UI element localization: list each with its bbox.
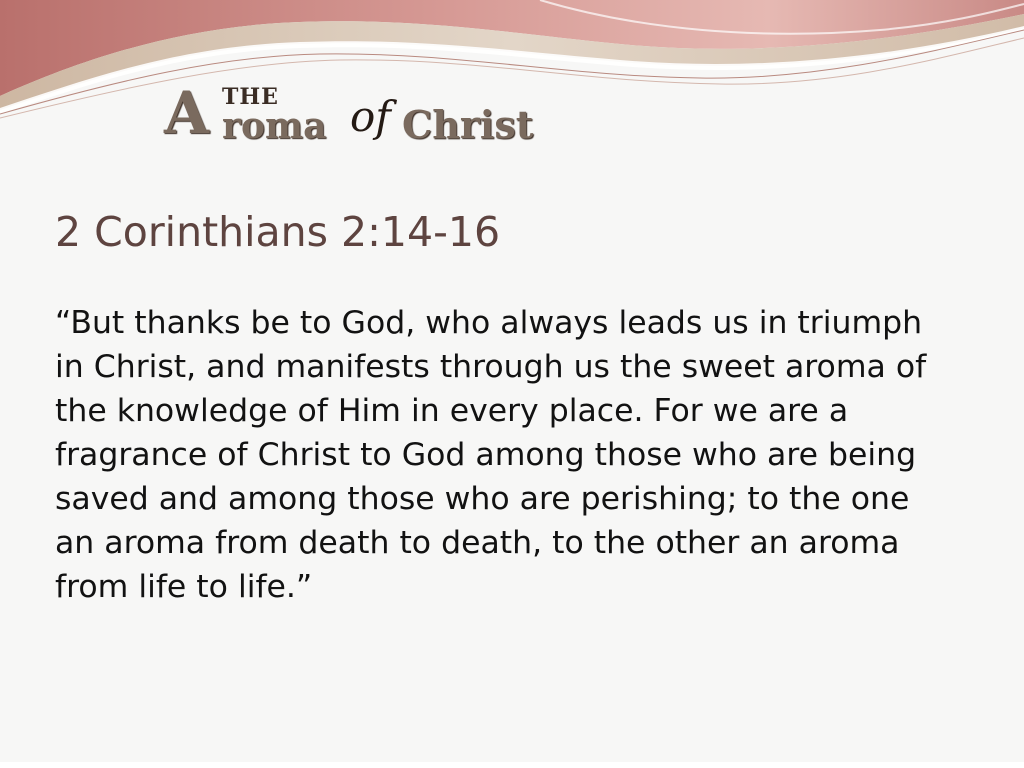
- aroma-of-christ-logo: [160, 79, 550, 154]
- scripture-quote: “But thanks be to God, who always leads us in triumph in Christ, and manifests through us the sweet aroma of the knowledge of Him in every place. For we are a fragrance of Christ to God among those who are being saved and among those who are perishing; to the one an aroma from death to death, to the other an aroma from life to life.”: [55, 305, 927, 605]
- bottom-edge: [0, 762, 1024, 768]
- logo-letter-a: A: [164, 79, 210, 147]
- logo-word-christ: Christ: [402, 102, 534, 147]
- slide-title: 2 Corinthians 2:14-16: [55, 208, 501, 256]
- logo-word-of: of: [350, 92, 391, 141]
- logo-word-roma: roma: [222, 105, 327, 147]
- logo-word-the: THE: [222, 84, 279, 110]
